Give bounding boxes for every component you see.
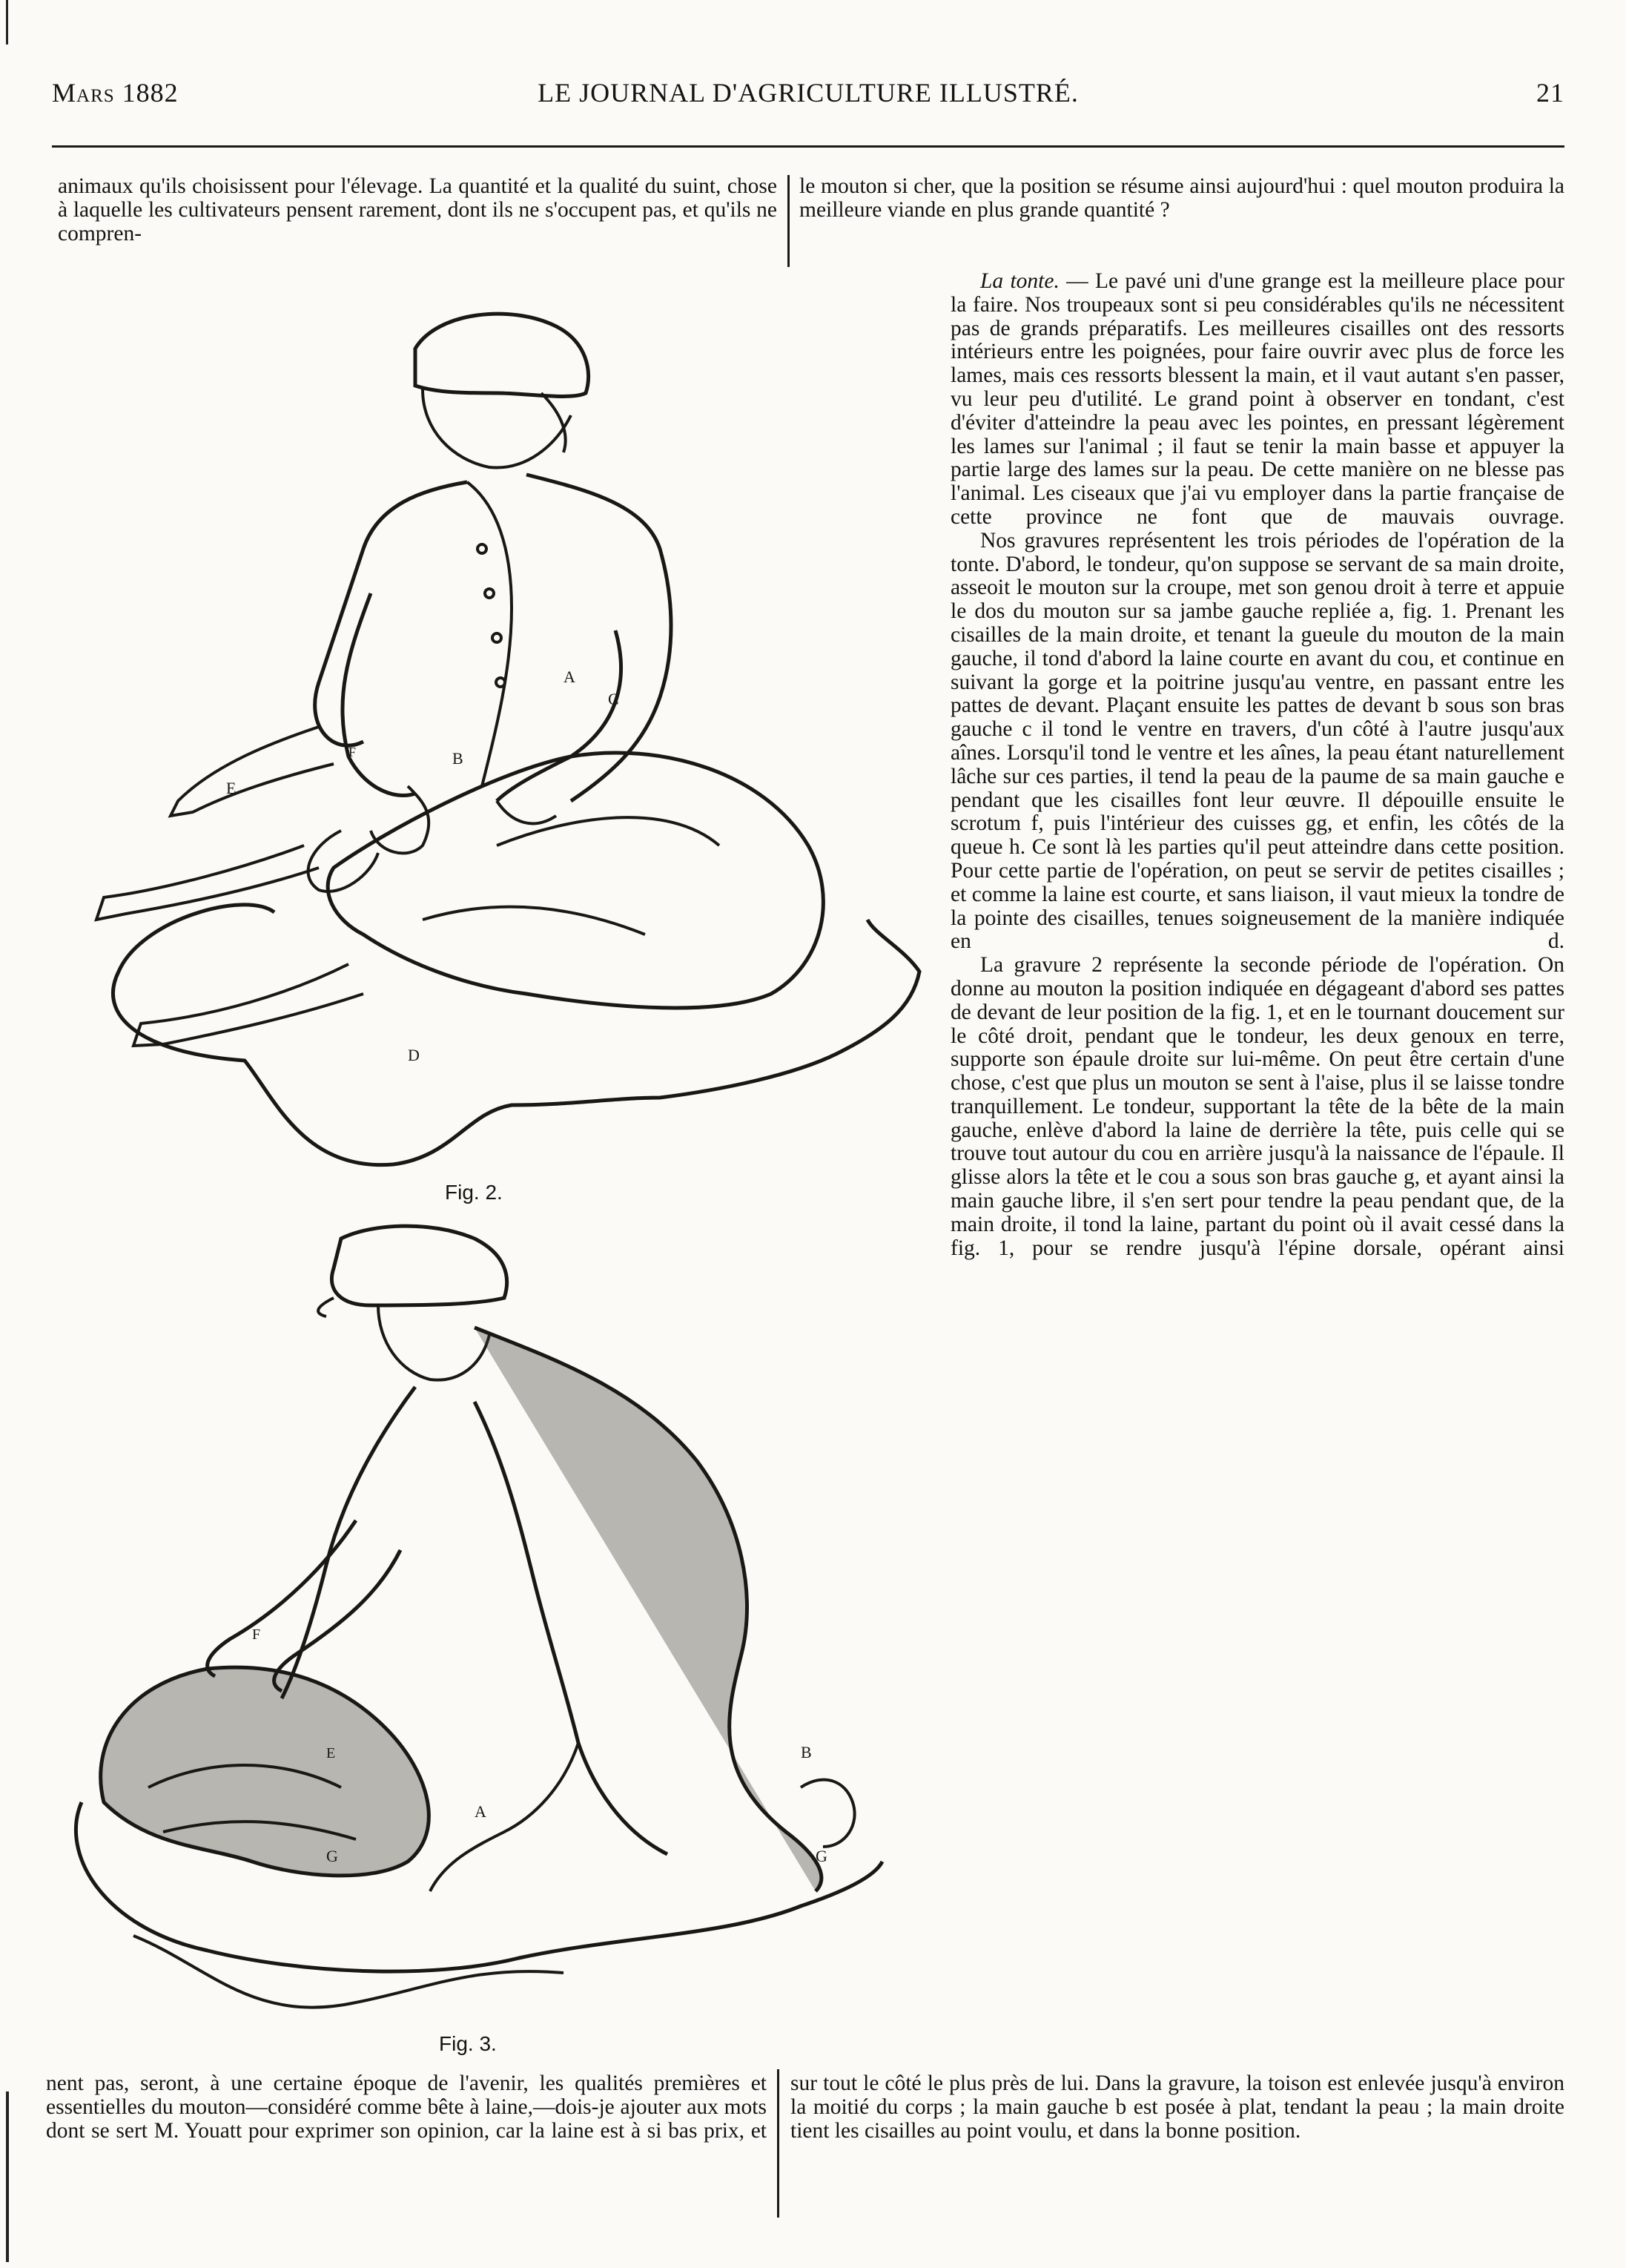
scan-edge-mark bbox=[6, 2091, 9, 2262]
svg-text:A: A bbox=[475, 1802, 486, 1821]
svg-text:F: F bbox=[348, 745, 357, 759]
issue-date: Mars 1882 bbox=[52, 78, 179, 108]
column-divider-top bbox=[787, 175, 790, 267]
svg-text:A: A bbox=[564, 667, 575, 686]
column-divider-bottom bbox=[777, 2069, 779, 2218]
svg-text:F: F bbox=[252, 1626, 261, 1643]
section-title: La tonte. bbox=[980, 269, 1060, 293]
svg-text:D: D bbox=[408, 1046, 420, 1064]
svg-text:E: E bbox=[326, 1745, 336, 1761]
right-top-text: le mouton si cher, que la position se résume ainsi aujourd'hui : quel mouton produira la meilleure viande en plus grande quantité ? bbox=[799, 174, 1564, 222]
figure-2-caption: Fig. 2. bbox=[445, 1181, 503, 1204]
paragraph-2: Nos gravures représentent les trois périodes de l'opération de la tonte. D'abord, le tondeur, qu'on suppose se servant de sa main droite, asseoit le mouton sur la croupe, met son genou droit à terre et appuie le dos du mouton sur sa jambe gauche repliée a, fig. 1. Prenant les cisailles de la main droite, et tenant la gueule du mouton de la main gauche, il tond d'abord la laine courte en avant du cou, et continue en suivant la gorge et la poitrine jusqu'au ventre, en passant entre les pattes de devant. Plaçant ensuite les pattes de devant b sous son bras gauche c il tond le ventre en travers, d'un côté à l'autre jusqu'aux aînes. Lorsqu'il tond le ventre et les aînes, la peau étant naturellement lâche sur ces parties, il tend la peau de la paume de sa main gauche e pendant que les cisailles font leur œuvre. Il dépouille ensuite le scrotum f, puis l'intérieur des cuisses gg, et enfin, les côtés de la queue h. Ce sont là les parties qu'il peut atteindre dans cette position. Pour cette partie de l'opération, on peut se servir de petites cisailles ; et comme la laine est courte, et sans liaison, il vaut mieux la tondre de la pointe des cisailles, tenues soigneusement de la manière indiquée en d. bbox=[951, 528, 1564, 954]
left-bottom-text: nent pas, seront, à une certaine époque de l'avenir, les qualités premières et essentielles du mouton—considéré comme bête à laine,—dois-je ajouter aux mots dont se sert M. Youatt pour exprimer son opinion, car la laine est à si bas prix, et bbox=[46, 2071, 767, 2143]
svg-text:B: B bbox=[801, 1743, 812, 1761]
svg-text:B: B bbox=[452, 749, 463, 768]
paragraph-3: La gravure 2 représente la seconde période de l'opération. On donne au mouton la position indiquée en dégageant d'abord ses pattes de devant de leur position de la fig. 1, et en le tournant doucement sur le côté droit, pendant que le tondeur, les deux genoux en terre, supporte son épaule droite sur lui-même. On peut être certain d'une chose, c'est que plus un mouton se sent à l'aise, plus il se laisse tondre tranquillement. Le tondeur, supportant la tête de la bête de la main gauche, enlève d'abord la laine de derrière la tête, puis celle qui se trouve tout autour du cou en arrière jusqu'à la naissance de l'épaule. Il glisse alors la tête et le cou a sous son bras gauche g, et ayant ainsi la main gauche libre, il s'en sert pour tendre la peau pendant que, de la main droite, il tond la laine, partant du point où il avait cessé dans la fig. 1, pour se rendre jusqu'à l'épine dorsale, opérant ainsi bbox=[951, 953, 1564, 1260]
paragraph-1: — Le pavé uni d'une grange est la meilleure place pour la faire. Nos troupeaux sont si peu considérables qu'ils ne nécessitent pas de grands préparatifs. Les meilleures cisailles ont des ressorts intérieurs entre les poignées, pour faire ouvrir avec plus de force les lames, mais ces ressorts blessent la main, et il vaut autant s'en passer, vu leur peu d'utilité. Le grand point à observer en tondant, c'est d'éviter d'atteindre la peau avec les pointes, en pressant légèrement les lames sur l'animal ; il faut se tenir la main basse et appuyer la partie large des lames sur la peau. De cette manière on ne blesse pas l'animal. Les ciseaux que j'ai vu employer dans la partie française de cette province ne font que de mauvais ouvrage. bbox=[951, 269, 1564, 529]
header-rule bbox=[52, 145, 1564, 148]
scan-edge-mark bbox=[6, 0, 8, 44]
svg-text:E: E bbox=[226, 779, 237, 797]
journal-title: LE JOURNAL D'AGRICULTURE ILLUSTRÉ. bbox=[538, 78, 1079, 108]
page-number: 21 bbox=[1536, 78, 1564, 108]
svg-text:G: G bbox=[816, 1847, 827, 1865]
figure-3-caption: Fig. 3. bbox=[439, 2032, 497, 2055]
figure-3-illustration bbox=[59, 1224, 927, 2047]
page-header bbox=[52, 77, 1564, 122]
figure-2-illustration bbox=[52, 282, 927, 1187]
left-top-text: animaux qu'ils choisissent pour l'élevage. La quantité et la qualité du suint, chose à laquelle les cultivateurs pensent rarement, dont ils ne s'occupent pas, et qu'ils ne compren- bbox=[58, 174, 777, 245]
svg-text:C: C bbox=[608, 690, 619, 708]
article-body bbox=[951, 270, 1564, 1260]
svg-text:G: G bbox=[326, 1847, 338, 1865]
right-bottom-text: sur tout le côté le plus près de lui. Dans la gravure, la toison est enlevée jusqu'à environ la moitié du corps ; la main gauche b est posée à plat, tendant la peau ; la main droite tient les cisailles au point voulu, et dans la bonne position. bbox=[790, 2071, 1564, 2143]
